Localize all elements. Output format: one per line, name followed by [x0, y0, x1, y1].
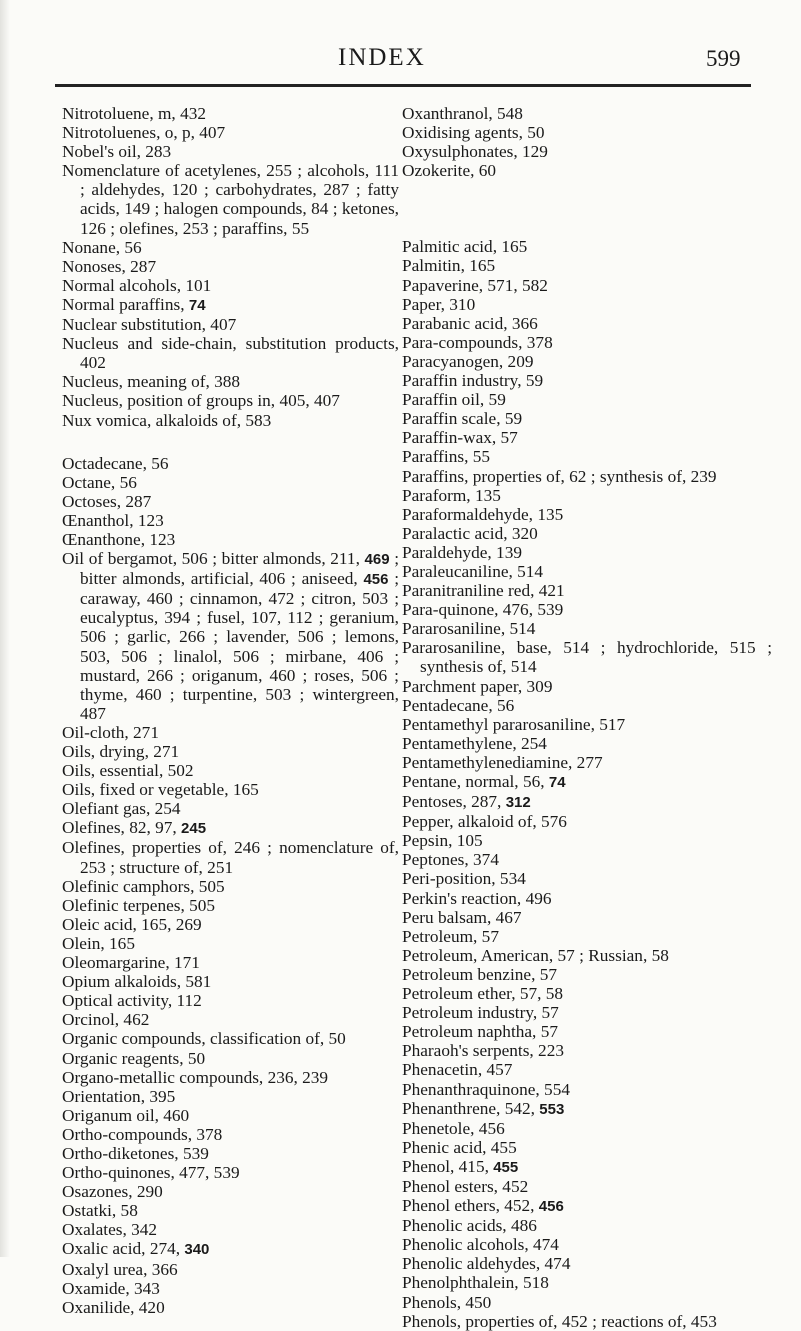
- index-entry: Phenols, properties of, 452 ; reactions of, 453: [402, 1311, 717, 1331]
- index-entry: Paraffins, properties of, 62 ; synthesis of, 239: [402, 466, 717, 486]
- index-entry: Phenol, 415, 455: [402, 1156, 519, 1176]
- index-entry: Oxysulphonates, 129: [402, 142, 548, 162]
- page-header: [0, 44, 801, 84]
- index-entry: Organo-metallic compounds, 236, 239: [62, 1067, 329, 1087]
- index-entry: Pentamethylenediamine, 277: [402, 752, 603, 772]
- index-entry: Octadecane, 56: [62, 453, 169, 473]
- index-entry: Ortho-diketones, 539: [62, 1143, 209, 1163]
- page-number: 599: [706, 46, 741, 71]
- index-entry: Phenolic alcohols, 474: [402, 1235, 559, 1255]
- index-entry: Phenolphthalein, 518: [402, 1273, 549, 1293]
- index-entry: Phenanthraquinone, 554: [402, 1079, 570, 1099]
- index-entry: Olein, 165: [62, 933, 135, 953]
- index-entry: Phenic acid, 455: [402, 1137, 517, 1157]
- index-entry: Oxalic acid, 274, 340: [62, 1239, 210, 1259]
- index-entry: Oil of bergamot, 506 ; bitter almonds, 211, 469 ; bitter almonds, artificial, 406 ; aniseed, 456 ; caraway, 460 ; cinnamon, 472 ; citron, 503 ; eucalyptus, 394 ; fusel, 107, 112 ; geranium, 506 ; garlic, 266 ; lavender, 506 ; lemons, 503, 506 ; linalol, 506 ; mirbane, 406 ; mustard, 266 ; origanum, 460 ; roses, 506 ; thyme, 460 ; turpentine, 503 ; wintergreen, 487: [62, 549, 400, 723]
- index-entry: Pepper, alkaloid of, 576: [402, 812, 567, 832]
- index-entry: Pararosaniline, base, 514 ; hydrochloride, 515 ; synthesis of, 514: [402, 638, 772, 677]
- index-entry: Ostatki, 58: [62, 1201, 138, 1221]
- index-entry: Paraformaldehyde, 135: [402, 504, 564, 524]
- index-entry: Palmitic acid, 165: [402, 237, 528, 257]
- index-entry: Phenol esters, 452: [402, 1176, 529, 1196]
- index-entry: Olefiant gas, 254: [62, 799, 181, 819]
- index-entry: Nucleus, meaning of, 388: [62, 372, 241, 392]
- index-entry: Opium alkaloids, 581: [62, 972, 212, 992]
- index-entry: Oxidising agents, 50: [402, 123, 545, 143]
- index-entry: Paranitraniline red, 421: [402, 581, 565, 601]
- index-entry: Oxalates, 342: [62, 1220, 158, 1240]
- index-entry: Normal paraffins, 74: [62, 294, 206, 314]
- index-entry: Pentoses, 287, 312: [402, 792, 531, 812]
- group-separator: [402, 180, 772, 237]
- group-separator: [62, 430, 399, 454]
- index-entry: Oils, essential, 502: [62, 761, 194, 781]
- index-entry: Œnanthol, 123: [62, 510, 164, 530]
- index-entry: Phenetole, 456: [402, 1118, 505, 1138]
- index-entry: Papaverine, 571, 582: [402, 275, 548, 295]
- index-entry: Pharaoh's serpents, 223: [402, 1041, 564, 1061]
- index-entry: Paracyanogen, 209: [402, 351, 534, 371]
- index-entry: Pentadecane, 56: [402, 695, 515, 715]
- index-entry: Peri-position, 534: [402, 869, 526, 889]
- index-entry: Olefines, properties of, 246 ; nomenclature of, 253 ; structure of, 251: [62, 838, 399, 877]
- index-entry: Petroleum, American, 57 ; Russian, 58: [402, 945, 669, 965]
- index-entry: Nucleus, position of groups in, 405, 407: [62, 391, 340, 411]
- index-entry: Olefinic camphors, 505: [62, 876, 225, 896]
- index-entry: Paper, 310: [402, 294, 476, 314]
- index-entry: Petroleum, 57: [402, 926, 499, 946]
- index-entry: Oleomargarine, 171: [62, 953, 200, 973]
- index-entry: Oxanilide, 420: [62, 1297, 165, 1317]
- index-entry: Paraffin industry, 59: [402, 371, 544, 391]
- index-entry: Oxalyl urea, 366: [62, 1259, 178, 1279]
- index-entry: Optical activity, 112: [62, 991, 202, 1011]
- index-entry: Phenacetin, 457: [402, 1060, 513, 1080]
- index-entry: Pentamethyl pararosaniline, 517: [402, 714, 626, 734]
- index-entry: Petroleum benzine, 57: [402, 964, 558, 984]
- index-group-n: [62, 104, 399, 430]
- index-entry: Ortho-compounds, 378: [62, 1124, 223, 1144]
- index-entry: Nuclear substitution, 407: [62, 315, 237, 335]
- index-entry: Pararosaniline, 514: [402, 619, 536, 639]
- index-group-o-cont: [402, 104, 772, 180]
- index-entry: Palmitin, 165: [402, 256, 496, 276]
- index-entry: Peru balsam, 467: [402, 907, 522, 927]
- index-entry: Nitrotoluenes, o, p, 407: [62, 123, 226, 143]
- index-entry: Nobel's oil, 283: [62, 142, 172, 162]
- index-column-left: [62, 104, 399, 1317]
- index-group-p: [402, 237, 772, 1330]
- index-entry: Perkin's reaction, 496: [402, 888, 552, 908]
- index-entry: Organic reagents, 50: [62, 1048, 206, 1068]
- index-entry: Oils, fixed or vegetable, 165: [62, 780, 259, 800]
- page-edge-shadow: [0, 0, 10, 1257]
- index-entry: Paraffin scale, 59: [402, 409, 523, 429]
- index-entry: Phenolic aldehydes, 474: [402, 1254, 571, 1274]
- index-entry: Origanum oil, 460: [62, 1105, 190, 1125]
- index-entry: Olefines, 82, 97, 245: [62, 818, 207, 838]
- index-entry: Petroleum industry, 57: [402, 1003, 559, 1023]
- index-entry: Normal alcohols, 101: [62, 275, 212, 295]
- index-entry: Organic compounds, classification of, 50: [62, 1029, 346, 1049]
- index-entry: Nonoses, 287: [62, 256, 157, 276]
- index-entry: Nucleus and side-chain, substitution products, 402: [62, 334, 399, 373]
- index-entry: Paralactic acid, 320: [402, 523, 538, 543]
- index-entry: Phenols, 450: [402, 1292, 492, 1312]
- index-entry: Paraldehyde, 139: [402, 542, 522, 562]
- index-entry: Olefinic terpenes, 505: [62, 895, 216, 915]
- page-title: INDEX: [338, 44, 426, 71]
- index-entry: Pentamethylene, 254: [402, 733, 547, 753]
- index-entry: Nomenclature of acetylenes, 255 ; alcohols, 111 ; aldehydes, 120 ; carbohydrates, 287 ; fatty acids, 149 ; halogen compounds, 84 ; ketones, 126 ; olefines, 253 ; paraffins, 55: [62, 161, 399, 238]
- index-entry: Oxanthranol, 548: [402, 104, 523, 123]
- index-entry: Phenol ethers, 452, 456: [402, 1196, 564, 1216]
- index-entry: Oleic acid, 165, 269: [62, 914, 202, 934]
- index-entry: Oxamide, 343: [62, 1278, 160, 1298]
- index-entry: Nux vomica, alkaloids of, 583: [62, 410, 272, 430]
- index-entry: Peptones, 374: [402, 850, 499, 870]
- index-entry: Ozokerite, 60: [402, 161, 497, 181]
- index-entry: Orientation, 395: [62, 1086, 176, 1106]
- index-entry: Phenolic acids, 486: [402, 1216, 537, 1236]
- index-entry: Petroleum ether, 57, 58: [402, 984, 564, 1004]
- index-entry: Parabanic acid, 366: [402, 313, 538, 333]
- index-entry: Ortho-quinones, 477, 539: [62, 1163, 240, 1183]
- index-entry: Paraffin-wax, 57: [402, 428, 518, 448]
- index-entry: Oil-cloth, 271: [62, 722, 159, 742]
- index-entry: Parchment paper, 309: [402, 676, 553, 696]
- index-entry: Œnanthone, 123: [62, 529, 176, 549]
- index-entry: Octane, 56: [62, 472, 137, 492]
- index-entry: Para-quinone, 476, 539: [402, 600, 564, 620]
- index-column-right: [402, 104, 772, 1331]
- index-entry: Paraffin oil, 59: [402, 390, 506, 410]
- index-entry: Octoses, 287: [62, 491, 152, 511]
- index-entry: Osazones, 290: [62, 1182, 163, 1202]
- header-rule: [55, 84, 751, 87]
- index-entry: Paraleucaniline, 514: [402, 561, 544, 581]
- index-entry: Oils, drying, 271: [62, 742, 180, 761]
- index-entry: Nonane, 56: [62, 237, 142, 257]
- index-entry: Petroleum naphtha, 57: [402, 1022, 558, 1042]
- index-entry: Phenanthrene, 542, 553: [402, 1098, 565, 1118]
- index-entry: Para-compounds, 378: [402, 332, 553, 352]
- index-entry: Orcinol, 462: [62, 1010, 150, 1030]
- index-entry: Pepsin, 105: [402, 831, 483, 851]
- index-entry: Nitrotoluene, m, 432: [62, 104, 206, 123]
- index-group-o: [62, 454, 399, 1317]
- index-entry: Paraffins, 55: [402, 447, 490, 467]
- index-entry: Paraform, 135: [402, 485, 501, 505]
- index-entry: Pentane, normal, 56, 74: [402, 772, 566, 791]
